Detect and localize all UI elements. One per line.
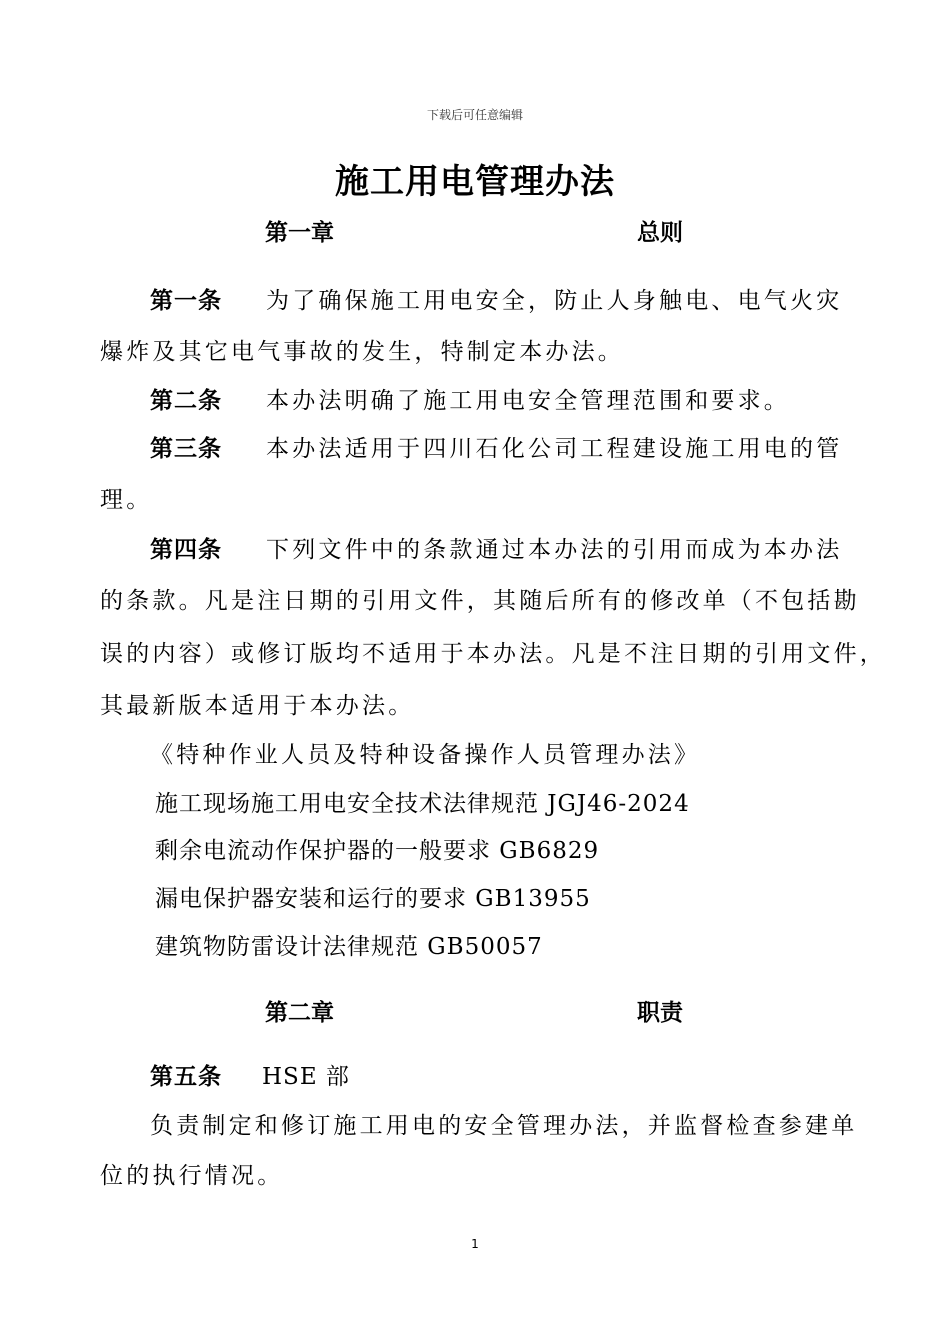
article-2-line-1 [150, 382, 790, 415]
article-3-text-1: 本办法适用于四川石化公司工程建设施工用电的管 [266, 436, 843, 462]
reference-item: 《特种作业人员及特种设备操作人员管理办法》 [150, 742, 701, 768]
chapter-1-number: 第一章 [265, 220, 334, 246]
reference-item: 施工现场施工用电安全技术法律规范 JGJ46-2024 [155, 791, 690, 817]
article-4-line-1 [150, 531, 842, 564]
article-1-line-2: 爆炸及其它电气事故的发生，特制定本办法。 [100, 339, 624, 365]
article-5-label: 第五条 [150, 1064, 222, 1090]
document-title: 施工用电管理办法 [335, 162, 615, 202]
reference-item: 漏电保护器安装和运行的要求 GB13955 [155, 886, 591, 912]
reference-item: 剩余电流动作保护器的一般要求 GB6829 [155, 838, 600, 864]
article-4-text-1: 下列文件中的条款通过本办法的引用而成为本办法 [266, 537, 843, 563]
article-5-dept: HSE 部 [262, 1064, 350, 1090]
article-4-line-3: 误的内容）或修订版均不适用于本办法。凡是不注日期的引用文件， [100, 641, 886, 667]
article-1-label: 第一条 [150, 288, 222, 314]
article-3-label: 第三条 [150, 436, 222, 462]
article-3-line-2: 理。 [100, 487, 153, 513]
article-2-text-1: 本办法明确了施工用电安全管理范围和要求。 [266, 388, 790, 414]
article-5-line-1 [150, 1058, 350, 1091]
article-5-line-3: 位的执行情况。 [100, 1163, 284, 1189]
header-note: 下载后可任意编辑 [426, 108, 523, 122]
article-4-line-4: 其最新版本适用于本办法。 [100, 693, 415, 719]
article-4-line-2: 的条款。凡是注日期的引用文件，其随后所有的修改单（不包括勘 [100, 588, 860, 614]
reference-item: 建筑物防雷设计法律规范 GB50057 [155, 934, 543, 960]
article-1-text-1: 为了确保施工用电安全，防止人身触电、电气火灾 [266, 288, 843, 314]
chapter-2-name: 职责 [637, 1000, 683, 1026]
chapter-1-name: 总则 [637, 220, 683, 246]
article-1-line-1 [150, 282, 842, 315]
page-number: 1 [471, 1237, 479, 1251]
article-3-line-1 [150, 430, 842, 463]
chapter-2-number: 第二章 [265, 1000, 334, 1026]
article-4-label: 第四条 [150, 537, 222, 563]
article-5-line-2: 负责制定和修订施工用电的安全管理办法，并监督检查参建单 [150, 1113, 858, 1139]
article-2-label: 第二条 [150, 388, 222, 414]
